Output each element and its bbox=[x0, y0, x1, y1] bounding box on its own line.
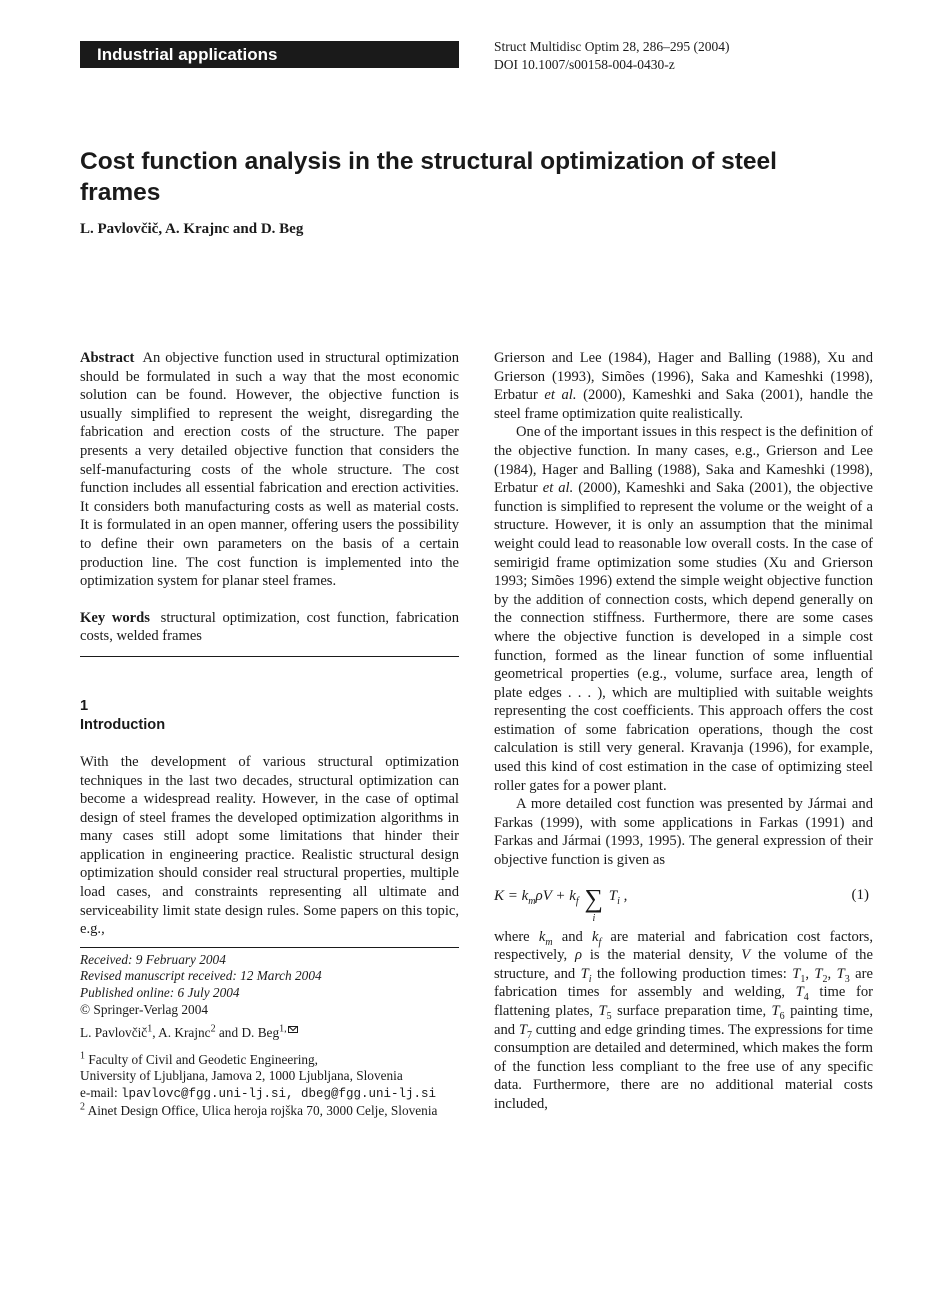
author-name: L. Pavlovčič bbox=[80, 1025, 148, 1041]
text-run: are fabrication times for assembly and welding, bbox=[494, 965, 873, 1001]
section-heading bbox=[80, 697, 459, 735]
abstract-divider bbox=[80, 656, 459, 657]
affiliation-number: 1 bbox=[80, 1050, 85, 1062]
text-run: the volume of the structure, and bbox=[494, 947, 873, 982]
cost-function-paragraph: A more detailed cost function was presented by Jármai and Farkas (1999), with some applications in Farkas (1991) and Farkas and Jármai (1993, 1995). The general expression of their objective function is given as bbox=[494, 796, 873, 869]
revised-date: Revised manuscript received: 12 March 2004 bbox=[80, 968, 322, 984]
author-list: L. Pavlovčič, A. Krajnc and D. Beg bbox=[80, 221, 304, 237]
text-run: and bbox=[561, 928, 583, 945]
author-name: D. Beg bbox=[241, 1025, 280, 1041]
right-column bbox=[494, 349, 873, 1114]
section-title: Introduction bbox=[80, 716, 166, 733]
section-label: Industrial applications bbox=[97, 45, 278, 64]
text-run: painting time, and bbox=[494, 1003, 873, 1038]
published-date: Published online: 6 July 2004 bbox=[80, 985, 240, 1001]
abstract-label: Abstract bbox=[80, 350, 135, 366]
text-run: One of the important issues in this respect is the definition of the objective function. In many cases, e.g., Grierson and Lee (1984), Hager and Balling (1988), Saka and Kameshki (1998), Erbatur bbox=[494, 424, 873, 497]
email-address[interactable]: lpavlovc@fgg.uni-lj.si, dbeg@fgg.uni-lj.si bbox=[121, 1087, 437, 1101]
copyright: © Springer-Verlag 2004 bbox=[80, 1001, 209, 1017]
text-run: et al. bbox=[542, 480, 574, 497]
abstract bbox=[80, 349, 459, 591]
text-run: Grierson and Lee (1984), Hager and Balling (1988), Xu and Grierson (1993), Simões (1996), Saka and Kameshki (1998), Erbatur bbox=[494, 350, 873, 404]
text-run: cutting and edge grinding times. The expressions for time consumption are detailed and determined, which makes the form of the function less compliant to the free use of any specific data. Furthermore, there are no additional material costs included, bbox=[494, 1021, 873, 1112]
text-run: where bbox=[494, 928, 530, 945]
affiliation-address: University of Ljubljana, Jamova 2, 1000 Ljubljana, Slovenia bbox=[80, 1068, 403, 1084]
affiliation-1 bbox=[80, 1052, 459, 1103]
email-line bbox=[80, 1085, 459, 1103]
continued-paragraph bbox=[494, 349, 873, 423]
text-run: is the material density, bbox=[589, 947, 734, 964]
text-run: et al. bbox=[544, 387, 577, 404]
journal-reference bbox=[494, 38, 730, 73]
journal-doi: DOI 10.1007/s00158-004-0430-z bbox=[494, 56, 675, 72]
affiliation-text: Ainet Design Office, Ulica heroja rojška 70, 3000 Celje, Slovenia bbox=[87, 1102, 438, 1118]
article-title: Cost function analysis in the structural optimization of steel frames bbox=[80, 148, 777, 206]
keywords-label: Key words bbox=[80, 609, 150, 626]
intro-paragraph: With the development of various structural optimization techniques in the last two decades, structural optimization can become a widespread reality. However, in the case of optimal design of steel frames the developed optimization algorithms in many cases still adopt some limitations that hinder their application in engineering practice. Realistic structural design optimization should consider real structural properties, multiple load cases, and constraints representing all ultimate and serviceability limit state design rules. Some papers on this topic, e.g., bbox=[80, 753, 459, 938]
text-run: (2000), Kameshki and Saka (2001), the objective function is simplified to represent the volume or the weight of a structure. However, it is only an assumption that the minimal weight could lead to reasonable low overall costs. In the case of semirigid frame optimization some studies (Xu and Grierson 1993; Simões 1996) extend the simple weight objective function by the addition of connection costs, which depend generally on the connection stiffness. Furthermore, there are some cases where the objective function is developed in a simple cost function, formed as the linear function of some influential geometrical properties (e.g., volume, surface area, length of plate edges . . . ), which are multiplied with suitable weights representing the cost coefficients. This approach offers the cost estimation of some fabrication operations, though the cost calculation is still very general. Kravanja (1996), for example, used this kind of cost estimation in the case of optimizing steel roller gates for a power plant. bbox=[494, 480, 873, 794]
objective-function-paragraph bbox=[494, 423, 873, 795]
footnote-divider bbox=[80, 947, 459, 948]
keywords-text: structural optimization, cost function, fabrication costs, welded frames bbox=[80, 609, 459, 645]
text-run: (2000), Kameshki and Saka (2001), handle the steel frame optimization quite realistically. bbox=[494, 387, 874, 422]
text-run: surface preparation time, bbox=[617, 1003, 767, 1019]
publication-dates bbox=[80, 952, 459, 1018]
journal-citation: Struct Multidisc Optim 28, 286–295 (2004) bbox=[494, 39, 730, 54]
text-run: are material and fabrication cost factors, respectively, bbox=[494, 928, 873, 964]
equation-number: (1) bbox=[851, 886, 869, 903]
section-band bbox=[80, 41, 459, 68]
equation-explanation: where $k_m$ and $k_f$ are material and fabrication cost factors, respectively, ρ is the material density, V the volume of the structure, and $T_i$ the following production times: $T_1$, $T_2$, $T_3$ are fabrication times for assembly and welding, $T_4$ time for flattening plates, $T_5$ surface preparation time, $T_6$ painting time, and $T_7$ cutting and edge grinding times. The expressions for time consumption are detailed and determined, which makes the form of the function less compliant to the free use of any specific data. Furthermore, there are no additional material costs included, bbox=[494, 928, 873, 1112]
keywords bbox=[80, 609, 459, 646]
affiliation-faculty: Faculty of Civil and Geodetic Engineering, bbox=[88, 1051, 319, 1067]
affiliation-marker: 1 bbox=[147, 1023, 153, 1035]
author-name: A. Krajnc bbox=[158, 1025, 211, 1041]
equation-1 bbox=[494, 870, 873, 928]
envelope-icon bbox=[288, 1026, 298, 1033]
left-column bbox=[80, 349, 459, 1119]
email-label: e-mail: bbox=[80, 1085, 118, 1100]
section-number: 1 bbox=[80, 697, 89, 714]
author-affiliations: L. Pavlovčič$^1$, A. Krajnc$^2$ and D. Beg$^{1,}$ bbox=[80, 1025, 459, 1042]
equation-body: $K = k_m\rho V + k_f$ ∑ i $T_i$ , bbox=[494, 883, 628, 924]
affiliation-2 bbox=[80, 1103, 459, 1120]
text-run: time for flattening plates, bbox=[494, 984, 873, 1019]
conjunction: and bbox=[218, 1025, 239, 1041]
affiliation-marker: 1, bbox=[279, 1023, 287, 1035]
abstract-text: An objective function used in structural optimization should be formulated in such a way that the most economic solution can be found. However, the objective function is usually simplified to represent the weight, disregarding the fabrication and erection costs of the structure. The paper presents a very detailed objective function that considers the self-manufacturing costs of the whole structure. The cost function includes all essential fabrication and erection activities. It considers both manufacturing costs as well as material costs. It is formulated in an open manner, offering users the possibility to define their own parameters on the basis of a certain production line. The cost function is implemented into the optimization system for planar steel frames. bbox=[80, 350, 460, 590]
text-run: the following production times: bbox=[597, 965, 787, 982]
received-date: Received: 9 February 2004 bbox=[80, 951, 226, 967]
affiliation-number: 2 bbox=[80, 1101, 85, 1113]
affiliation-marker: 2 bbox=[210, 1023, 216, 1035]
